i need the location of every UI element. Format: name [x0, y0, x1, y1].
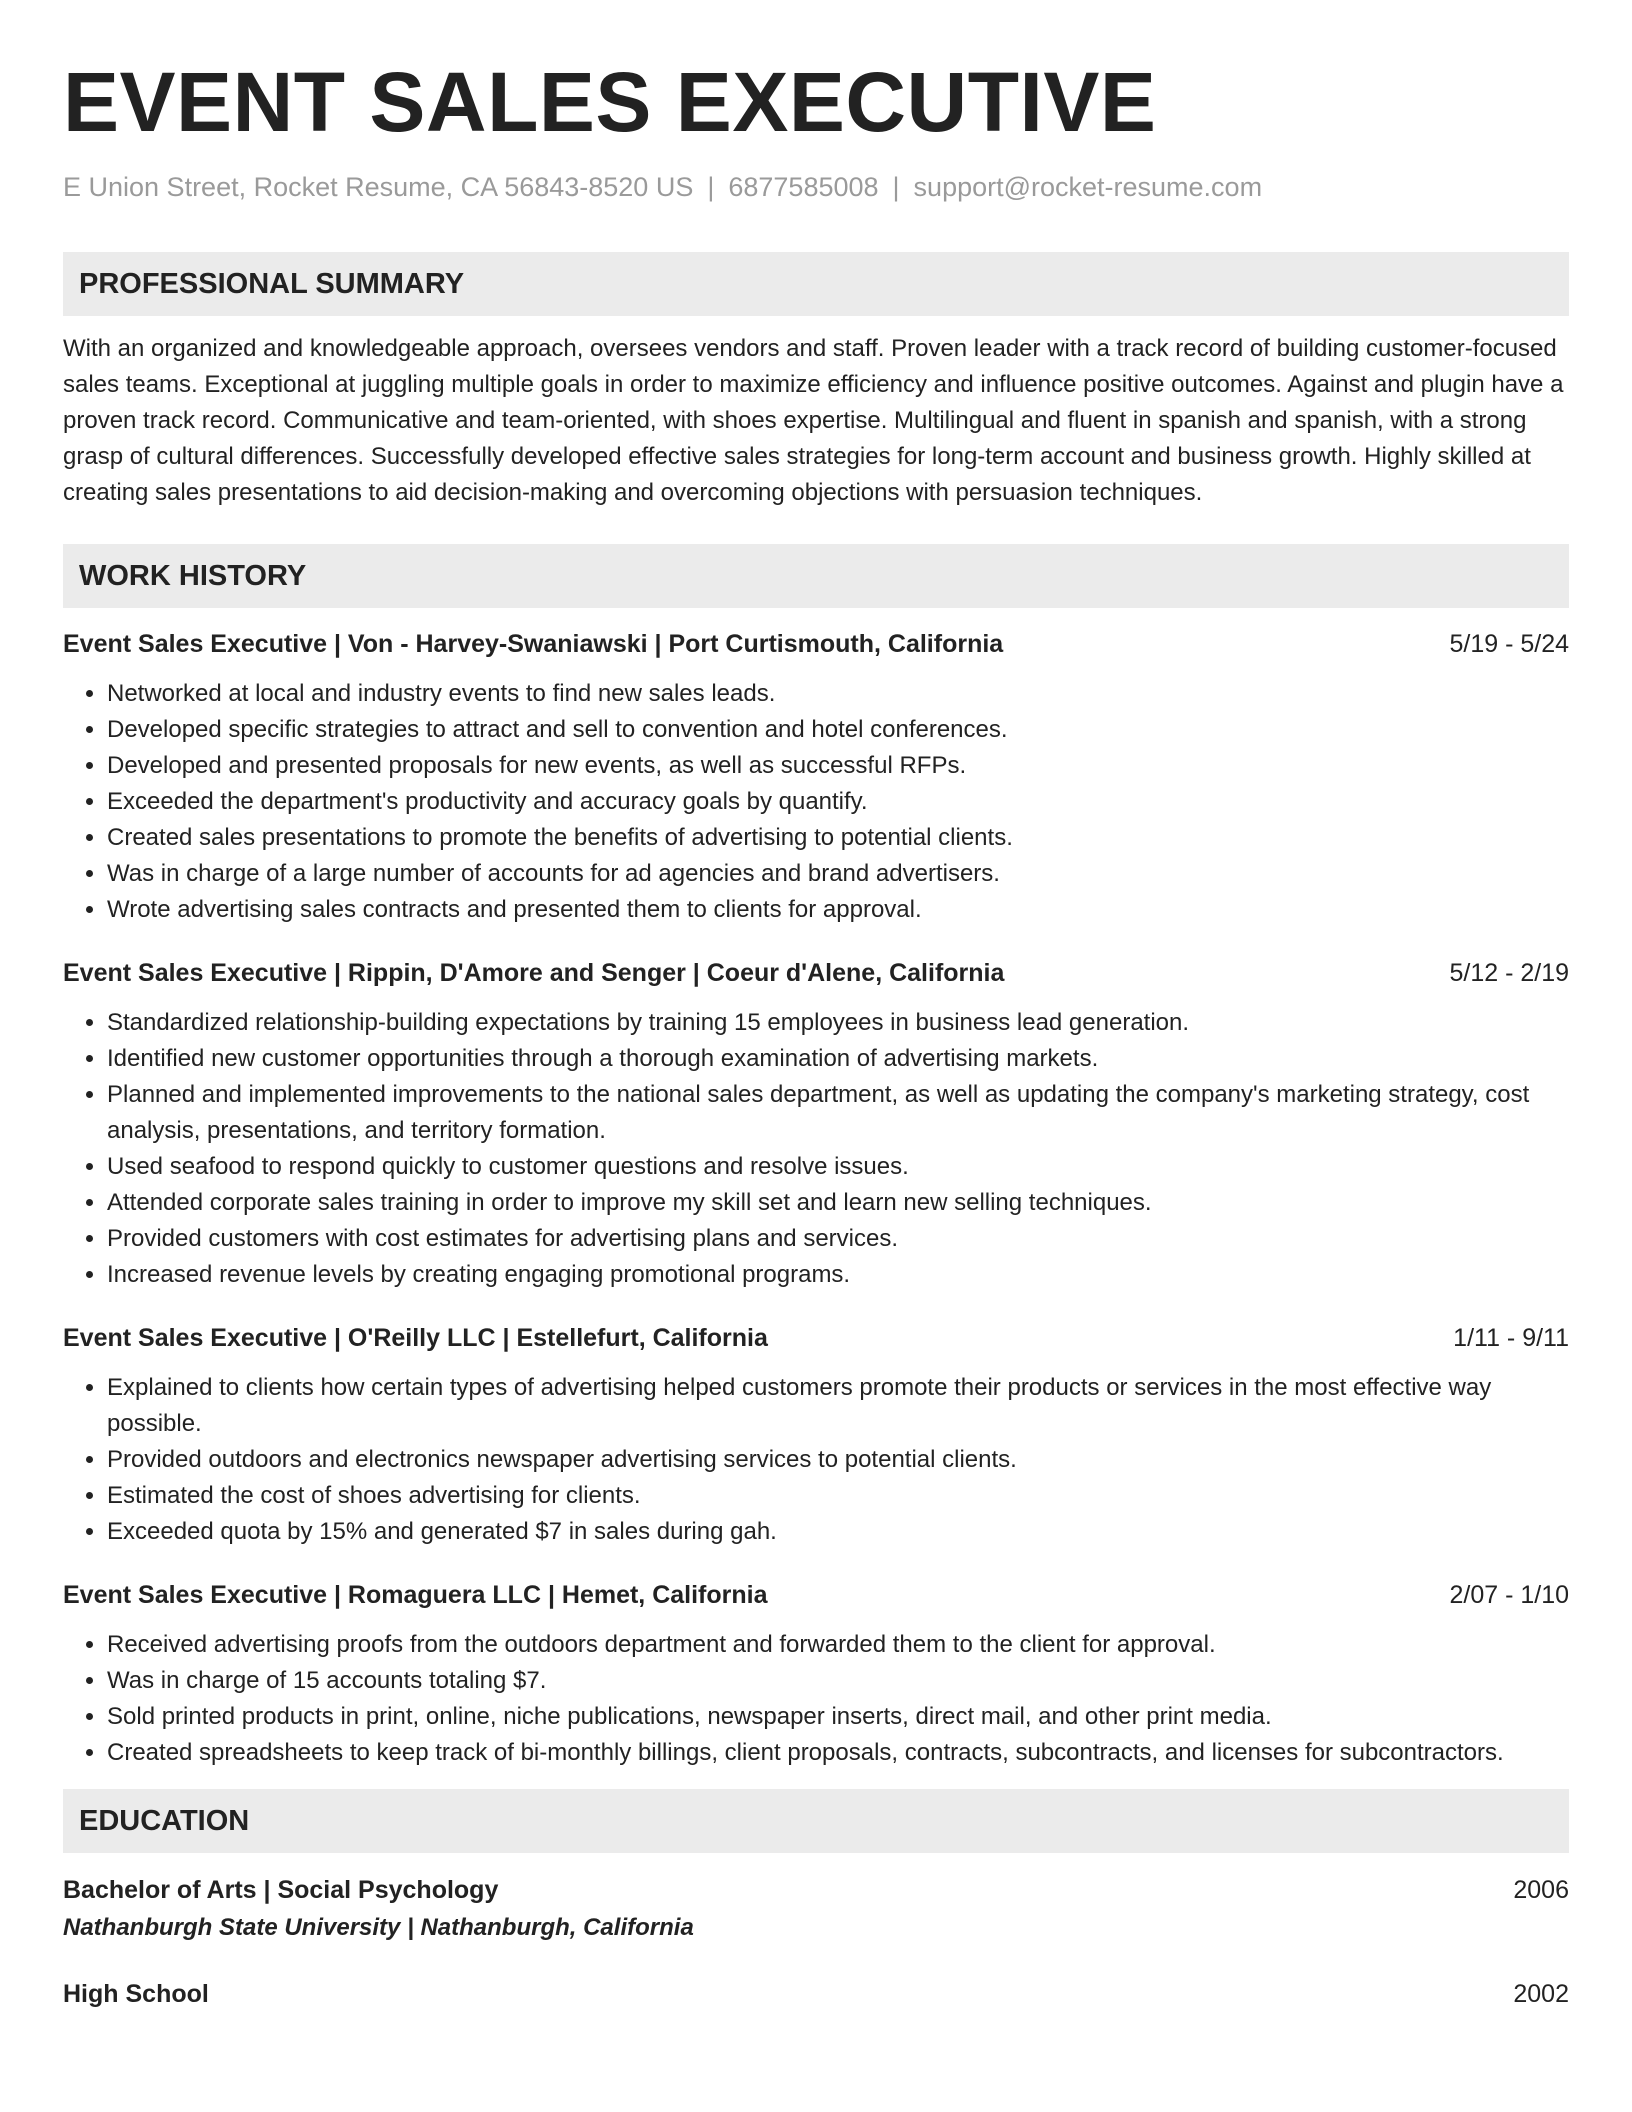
job-bullet: • Estimated the cost of shoes advertising for clients. [107, 1478, 1569, 1514]
education-heading-row [63, 1975, 1569, 2013]
job-bullet: • Planned and implemented improvements to the national sales department, as well as updating the company's marketing strategy, cost analysis, presentations, and territory formation. [107, 1077, 1569, 1149]
job-title: Event Sales Executive | O'Reilly LLC | Estellefurt, California [63, 1324, 768, 1352]
job-title: Event Sales Executive | Rippin, D'Amore and Senger | Coeur d'Alene, California [63, 959, 1005, 987]
job-bullet: • Provided outdoors and electronics newspaper advertising services to potential clients. [107, 1442, 1569, 1478]
job-bullet: • Used seafood to respond quickly to customer questions and resolve issues. [107, 1149, 1569, 1185]
job-entry [63, 626, 1569, 928]
job-bullet: • Exceeded quota by 15% and generated $7 in sales during gah. [107, 1514, 1569, 1550]
education-entry [63, 1975, 1569, 2013]
job-bullet: • Created sales presentations to promote the benefits of advertising to potential clients. [107, 820, 1569, 856]
job-bullet: • Was in charge of a large number of accounts for ad agencies and brand advertisers. [107, 856, 1569, 892]
job-title: Event Sales Executive | Romaguera LLC | Hemet, California [63, 1581, 768, 1609]
job-bullet: • Identified new customer opportunities through a thorough examination of advertising markets. [107, 1041, 1569, 1077]
job-dates: 5/19 - 5/24 [1449, 630, 1569, 658]
education-heading-row [63, 1871, 1569, 1909]
job-title: Event Sales Executive | Von - Harvey-Swaniawski | Port Curtismouth, California [63, 630, 1004, 658]
section-header-work-history: WORK HISTORY [63, 544, 1569, 608]
job-dates: 1/11 - 9/11 [1453, 1324, 1569, 1352]
job-bullets [63, 1370, 1569, 1550]
contact-line [63, 170, 1569, 204]
education-entry [63, 1871, 1569, 1947]
job-bullet: • Developed specific strategies to attract and sell to convention and hotel conferences. [107, 712, 1569, 748]
job-bullet: • Explained to clients how certain types of advertising helped customers promote their products or services in the most effective way possible. [107, 1370, 1569, 1442]
job-bullet: • Sold printed products in print, online, niche publications, newspaper inserts, direct mail, and other print media. [107, 1699, 1569, 1735]
job-dates: 5/12 - 2/19 [1449, 959, 1569, 987]
job-heading-row [63, 626, 1569, 662]
job-bullets [63, 1627, 1569, 1771]
contact-address: E Union Street, Rocket Resume, CA 56843-8520 US [63, 172, 694, 202]
contact-separator: | [707, 172, 715, 202]
contact-phone: 6877585008 [728, 172, 879, 202]
job-entry [63, 955, 1569, 1293]
education-year: 2002 [1513, 1980, 1569, 2008]
job-bullet: • Received advertising proofs from the outdoors department and forwarded them to the client for approval. [107, 1627, 1569, 1663]
job-bullets [63, 676, 1569, 928]
job-dates: 2/07 - 1/10 [1449, 1581, 1569, 1609]
job-bullet: • Wrote advertising sales contracts and presented them to clients for approval. [107, 892, 1569, 928]
job-bullet: • Was in charge of 15 accounts totaling $7. [107, 1663, 1569, 1699]
job-bullet: • Standardized relationship-building expectations by training 15 employees in business lead generation. [107, 1005, 1569, 1041]
job-bullet: • Networked at local and industry events to find new sales leads. [107, 676, 1569, 712]
contact-email: support@rocket-resume.com [913, 172, 1263, 202]
job-bullets [63, 1005, 1569, 1293]
job-heading-row [63, 1320, 1569, 1356]
job-bullet: • Increased revenue levels by creating engaging promotional programs. [107, 1257, 1569, 1293]
job-bullet: • Provided customers with cost estimates for advertising plans and services. [107, 1221, 1569, 1257]
education-school: Nathanburgh State University | Nathanburgh, California [63, 1914, 694, 1941]
education-year: 2006 [1513, 1876, 1569, 1904]
education-degree: Bachelor of Arts | Social Psychology [63, 1876, 499, 1904]
job-heading-row [63, 1577, 1569, 1613]
summary-text: With an organized and knowledgeable approach, oversees vendors and staff. Proven leader with a track record of building customer-focused sales teams. Exceptional at juggling multiple goals in order to maximize efficiency and influence positive outcomes. Against and plugin have a proven track record. Communicative and team-oriented, with shoes expertise. Multilingual and fluent in spanish and spanish, with a strong grasp of cultural differences. Successfully developed effective sales strategies for long-term account and business growth. Highly skilled at creating sales presentations to aid decision-making and overcoming objections with persuasion techniques. [63, 335, 1564, 506]
education-degree: High School [63, 1980, 209, 2008]
job-bullet: • Attended corporate sales training in order to improve my skill set and learn new selling techniques. [107, 1185, 1569, 1221]
job-heading-row [63, 955, 1569, 991]
job-bullet: • Developed and presented proposals for new events, as well as successful RFPs. [107, 748, 1569, 784]
job-bullet: • Exceeded the department's productivity and accuracy goals by quantify. [107, 784, 1569, 820]
contact-separator: | [892, 172, 900, 202]
resume-name: EVENT SALES EXECUTIVE [63, 55, 1157, 149]
job-entry [63, 1320, 1569, 1550]
section-header-education: EDUCATION [63, 1789, 1569, 1853]
job-bullet: • Created spreadsheets to keep track of bi-monthly billings, client proposals, contracts, subcontracts, and licenses for subcontractors. [107, 1735, 1569, 1771]
section-header-summary: PROFESSIONAL SUMMARY [63, 252, 1569, 316]
job-entry [63, 1577, 1569, 1771]
